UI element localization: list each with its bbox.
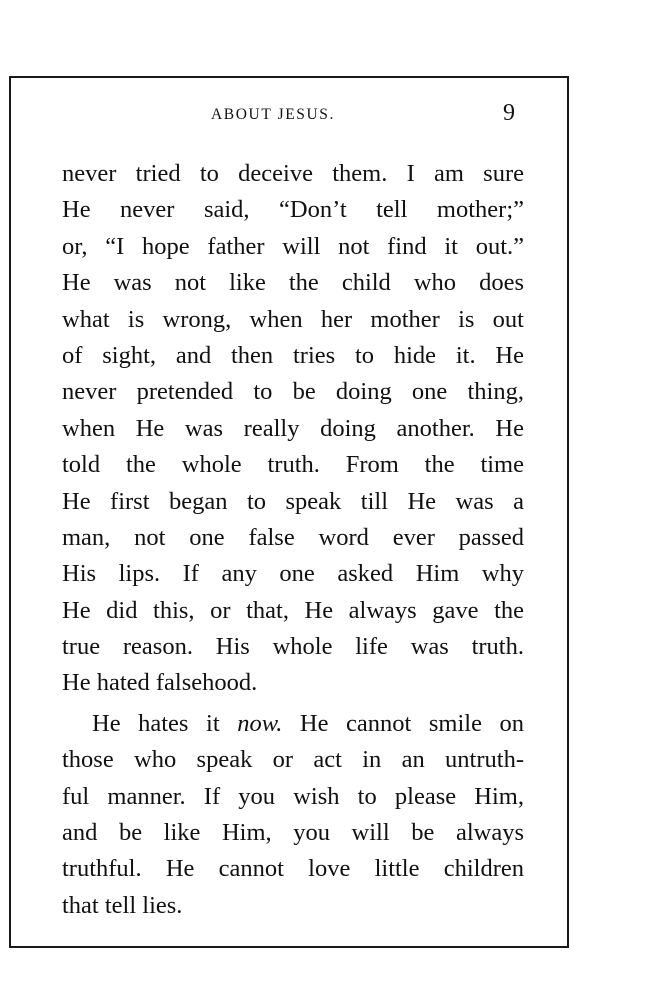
text-segment: He cannot smile on	[282, 709, 524, 737]
text-line-first	[62, 706, 524, 742]
text-line: true reason. His whole life was truth.	[62, 633, 524, 661]
text-line: never tried to deceive them. I am sure	[62, 160, 524, 187]
text-line: what is wrong, when her mother is out	[62, 305, 524, 333]
text-line: told the whole truth. From the time	[62, 451, 524, 479]
text-line: He first began to speak till He was a	[62, 487, 524, 515]
page-frame	[9, 76, 569, 948]
text-line: of sight, and then tries to hide it. He	[62, 341, 524, 369]
running-title: ABOUT JESUS.	[211, 106, 335, 123]
text-line: truthful. He cannot love little children	[62, 855, 524, 883]
text-line: or, “I hope father will not find it out.”	[62, 232, 524, 260]
text-line: He did this, or that, He always gave the	[62, 596, 524, 624]
paragraph-1	[62, 156, 524, 702]
body-text	[62, 156, 524, 924]
text-line: and be like Him, you will be always	[62, 819, 524, 847]
text-line: that tell lies.	[62, 891, 183, 919]
text-line: He never said, “Don’t tell mother;”	[62, 196, 524, 224]
paragraph-2	[62, 706, 524, 924]
text-line: His lips. If any one asked Him why	[62, 560, 524, 588]
text-line: He was not like the child who does	[62, 269, 524, 297]
page-number: 9	[503, 100, 515, 126]
text-line: ful manner. If you wish to please Him,	[62, 782, 524, 810]
text-line: man, not one false word ever passed	[62, 523, 524, 551]
text-line: when He was really doing another. He	[62, 414, 524, 442]
text-line: those who speak or act in an untruth-	[62, 746, 524, 774]
text-line: He hated falsehood.	[62, 669, 258, 697]
emphasized-word: now.	[237, 709, 283, 737]
page-header	[11, 100, 567, 128]
text-line: never pretended to be doing one thing,	[62, 378, 524, 406]
text-segment: He hates it	[92, 709, 238, 737]
